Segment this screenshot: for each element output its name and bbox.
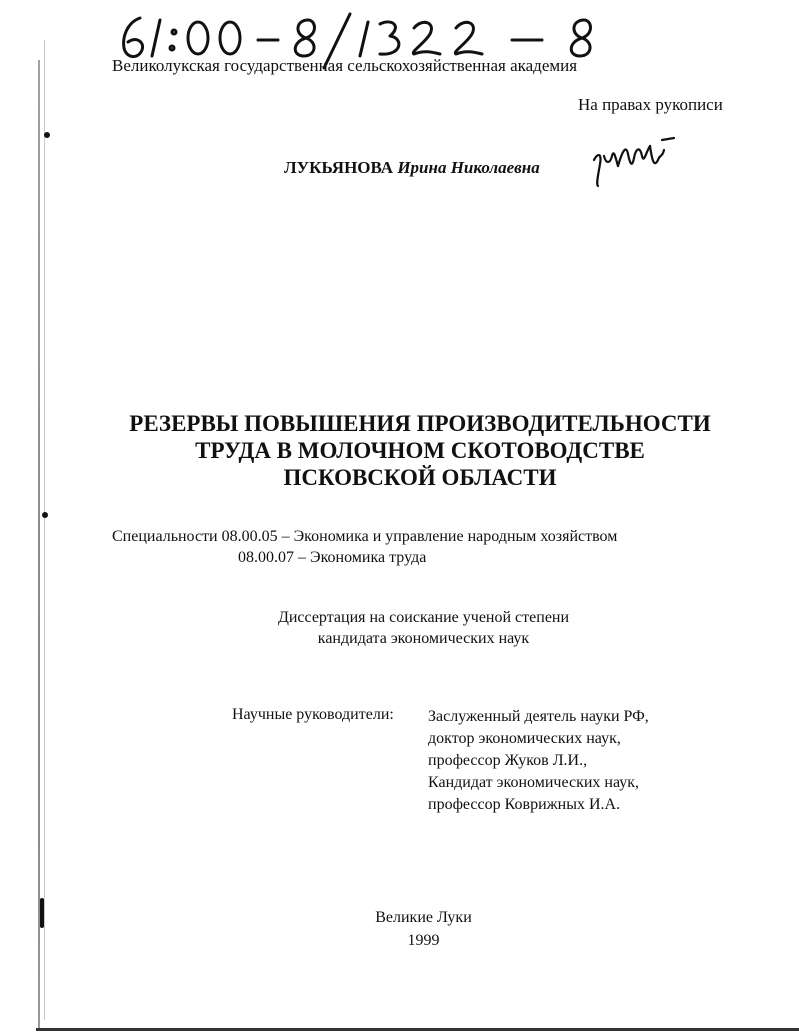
place: Великие Луки (375, 909, 472, 926)
degree-line: кандидата экономических наук (317, 630, 530, 647)
author-surname: ЛУКЬЯНОВА (284, 158, 394, 177)
author-name (284, 158, 540, 178)
scan-bottom-edge (36, 1028, 799, 1031)
scan-edge-inner (44, 40, 45, 1020)
scan-edge (38, 60, 40, 1030)
specialty-code-2: 08.00.07 – Экономика труда (238, 549, 427, 566)
title-line: РЕЗЕРВЫ ПОВЫШЕНИЯ ПРОИЗВОДИТЕЛЬНОСТИ (129, 411, 711, 436)
specialty-block (112, 526, 617, 568)
degree-line: Диссертация на соискание ученой степени (277, 609, 570, 626)
specialty-code-1: 08.00.05 – Экономика и управление народным хозяйством (221, 528, 618, 545)
author-given-name: Ирина Николаевна (397, 158, 540, 177)
advisor-line: доктор экономических наук, (428, 730, 621, 747)
specialty-label: Специальности (112, 528, 218, 545)
advisor-line: профессор Жуков Л.И., (428, 752, 588, 769)
degree-statement (0, 607, 799, 649)
title-line: ПСКОВСКОЙ ОБЛАСТИ (283, 465, 557, 490)
institution-name: Великолукская государственная сельскохозяйственная академия (112, 56, 578, 75)
scan-mark (42, 512, 48, 518)
handwritten-signature (588, 130, 678, 190)
title-line: ТРУДА В МОЛОЧНОМ СКОТОВОДСТВЕ (195, 438, 645, 463)
advisors-label: Научные руководители: (232, 706, 394, 723)
dissertation-title (60, 410, 780, 491)
advisors-list (428, 706, 649, 816)
advisor-line: Кандидат экономических наук, (428, 774, 640, 791)
year: 1999 (407, 932, 440, 949)
advisor-line: профессор Коврижных И.А. (428, 796, 621, 813)
advisor-line: Заслуженный деятель науки РФ, (428, 708, 649, 725)
scan-mark (44, 132, 50, 138)
rights-note: На правах рукописи (578, 95, 723, 114)
place-and-year (0, 906, 799, 952)
